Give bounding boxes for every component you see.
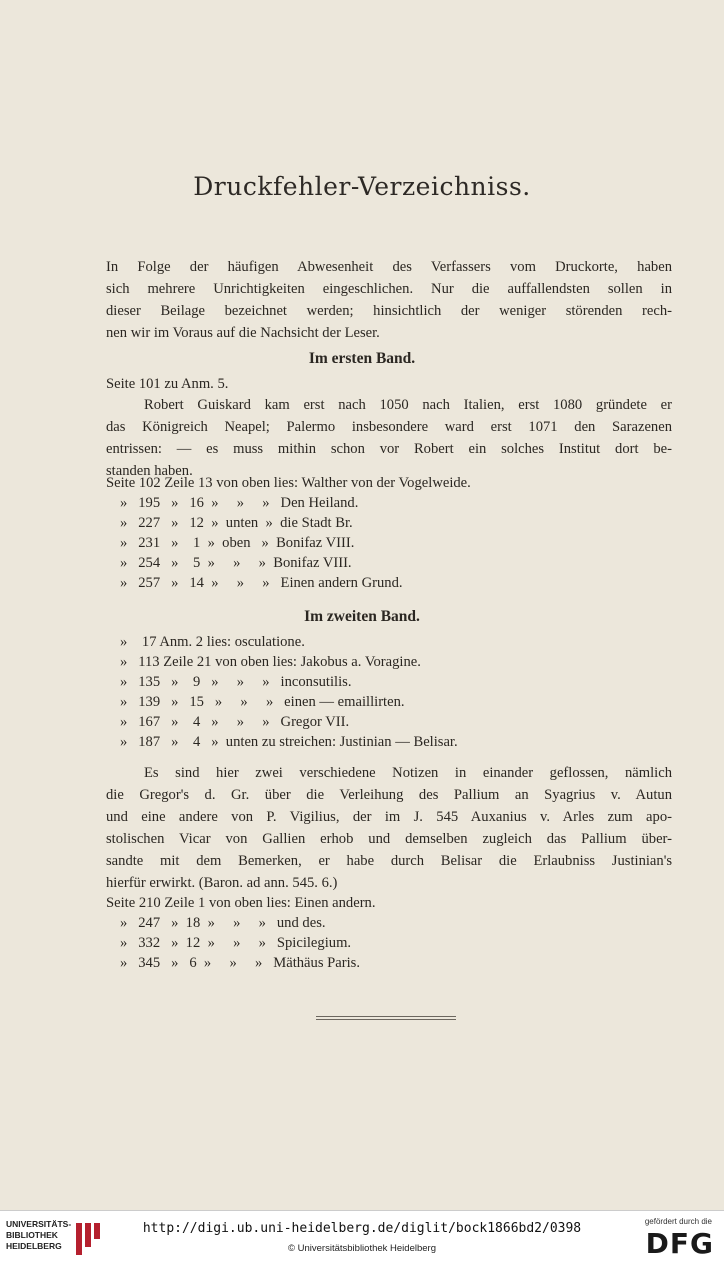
erratum-line: » 195 » 16 » » » Den Heiland.: [120, 495, 359, 511]
para-line: hierfür erwirkt. (Baron. ad ann. 545. 6.): [106, 875, 338, 891]
erratum-line: Seite 102 Zeile 13 von oben lies: Walther von der Vogelweide.: [106, 475, 471, 491]
section-heading-second-volume: Im zweiten Band.: [304, 608, 420, 625]
erratum-line: » 17 Anm. 2 lies: osculatione.: [120, 634, 305, 650]
para-line: und eine andere von P. Vigilius, der im J. 545 Auxanius v. Arles zum apo-: [106, 809, 672, 825]
erratum-line: » 257 » 14 » » » Einen andern Grund.: [120, 575, 403, 591]
divider: [316, 1016, 456, 1017]
erratum-line: » 254 » 5 » » » Bonifaz VIII.: [120, 555, 352, 571]
page-title: Druckfehler-Verzeichniss.: [193, 172, 531, 201]
erratum-line: » 135 » 9 » » » inconsutilis.: [120, 674, 352, 690]
para-line: das Königreich Neapel; Palermo insbesondere ward erst 1071 den Sarazenen: [106, 419, 672, 435]
para-line: die Gregor's d. Gr. über die Verleihung des Pallium an Syagrius v. Autun: [106, 787, 672, 803]
erratum-line: » 345 » 6 » » » Mäthäus Paris.: [120, 955, 360, 971]
permalink-url[interactable]: http://digi.ub.uni-heidelberg.de/diglit/bock1866bd2/0398: [142, 1221, 582, 1236]
erratum-line: Seite 210 Zeile 1 von oben lies: Einen andern.: [106, 895, 376, 911]
copyright-notice: © Universitätsbibliothek Heidelberg: [288, 1243, 436, 1254]
para-line: stolischen Vicar von Gallien erhob und demselben zugleich das Pallium über-: [106, 831, 672, 847]
erratum-line: » 247 » 18 » » » und des.: [120, 915, 326, 931]
intro-line: In Folge der häufigen Abwesenheit des Verfassers vom Druckorte, haben: [106, 259, 672, 275]
para-line: sandte mit dem Bemerken, er habe durch Belisar die Erlaubniss Justinian's: [106, 853, 672, 869]
intro-line: nen wir im Voraus auf die Nachsicht der Leser.: [106, 325, 380, 341]
funding-label: gefördert durch die: [644, 1217, 712, 1226]
section1-paragraph: [106, 394, 672, 482]
footer-bar: [0, 1210, 724, 1264]
para-line: standen haben.: [106, 463, 193, 479]
erratum-line: » 167 » 4 » » » Gregor VII.: [120, 714, 350, 730]
erratum-line: » 227 » 12 » unten » die Stadt Br.: [120, 515, 353, 531]
erratum-line: » 231 » 1 » oben » Bonifaz VIII.: [120, 535, 355, 551]
erratum-line: » 139 » 15 » » » einen — emaillirten.: [120, 694, 405, 710]
library-name-line: UNIVERSITÄTS-: [6, 1219, 72, 1229]
para-line: entrissen: — es muss mithin schon vor Robert ein solches Institut dort be-: [106, 441, 672, 457]
library-name-line: BIBLIOTHEK: [6, 1230, 58, 1240]
intro-line: dieser Beilage bezeichnet werden; hinsichtlich der weniger störenden rech-: [106, 303, 672, 319]
para-line: Robert Guiskard kam erst nach 1050 nach Italien, erst 1080 gründete er: [144, 397, 672, 413]
library-name-line: HEIDELBERG: [6, 1241, 62, 1251]
section-heading-first-volume: Im ersten Band.: [308, 350, 416, 367]
erratum-line: » 187 » 4 » unten zu streichen: Justinian — Belisar.: [120, 734, 458, 750]
dfg-logo[interactable]: DFG: [645, 1227, 714, 1260]
section1-reference: Seite 101 zu Anm. 5.: [106, 376, 229, 392]
intro-paragraph: [106, 256, 672, 344]
section2-paragraph: [106, 762, 672, 894]
divider: [316, 1019, 456, 1020]
para-line: Es sind hier zwei verschiedene Notizen in einander geflossen, nämlich: [144, 765, 672, 781]
intro-line: sich mehrere Unrichtigkeiten eingeschlichen. Nur die auffallendsten sollen in: [106, 281, 672, 297]
erratum-line: » 332 » 12 » » » Spicilegium.: [120, 935, 352, 951]
erratum-line: » 113 Zeile 21 von oben lies: Jakobus a. Voragine.: [120, 654, 421, 670]
